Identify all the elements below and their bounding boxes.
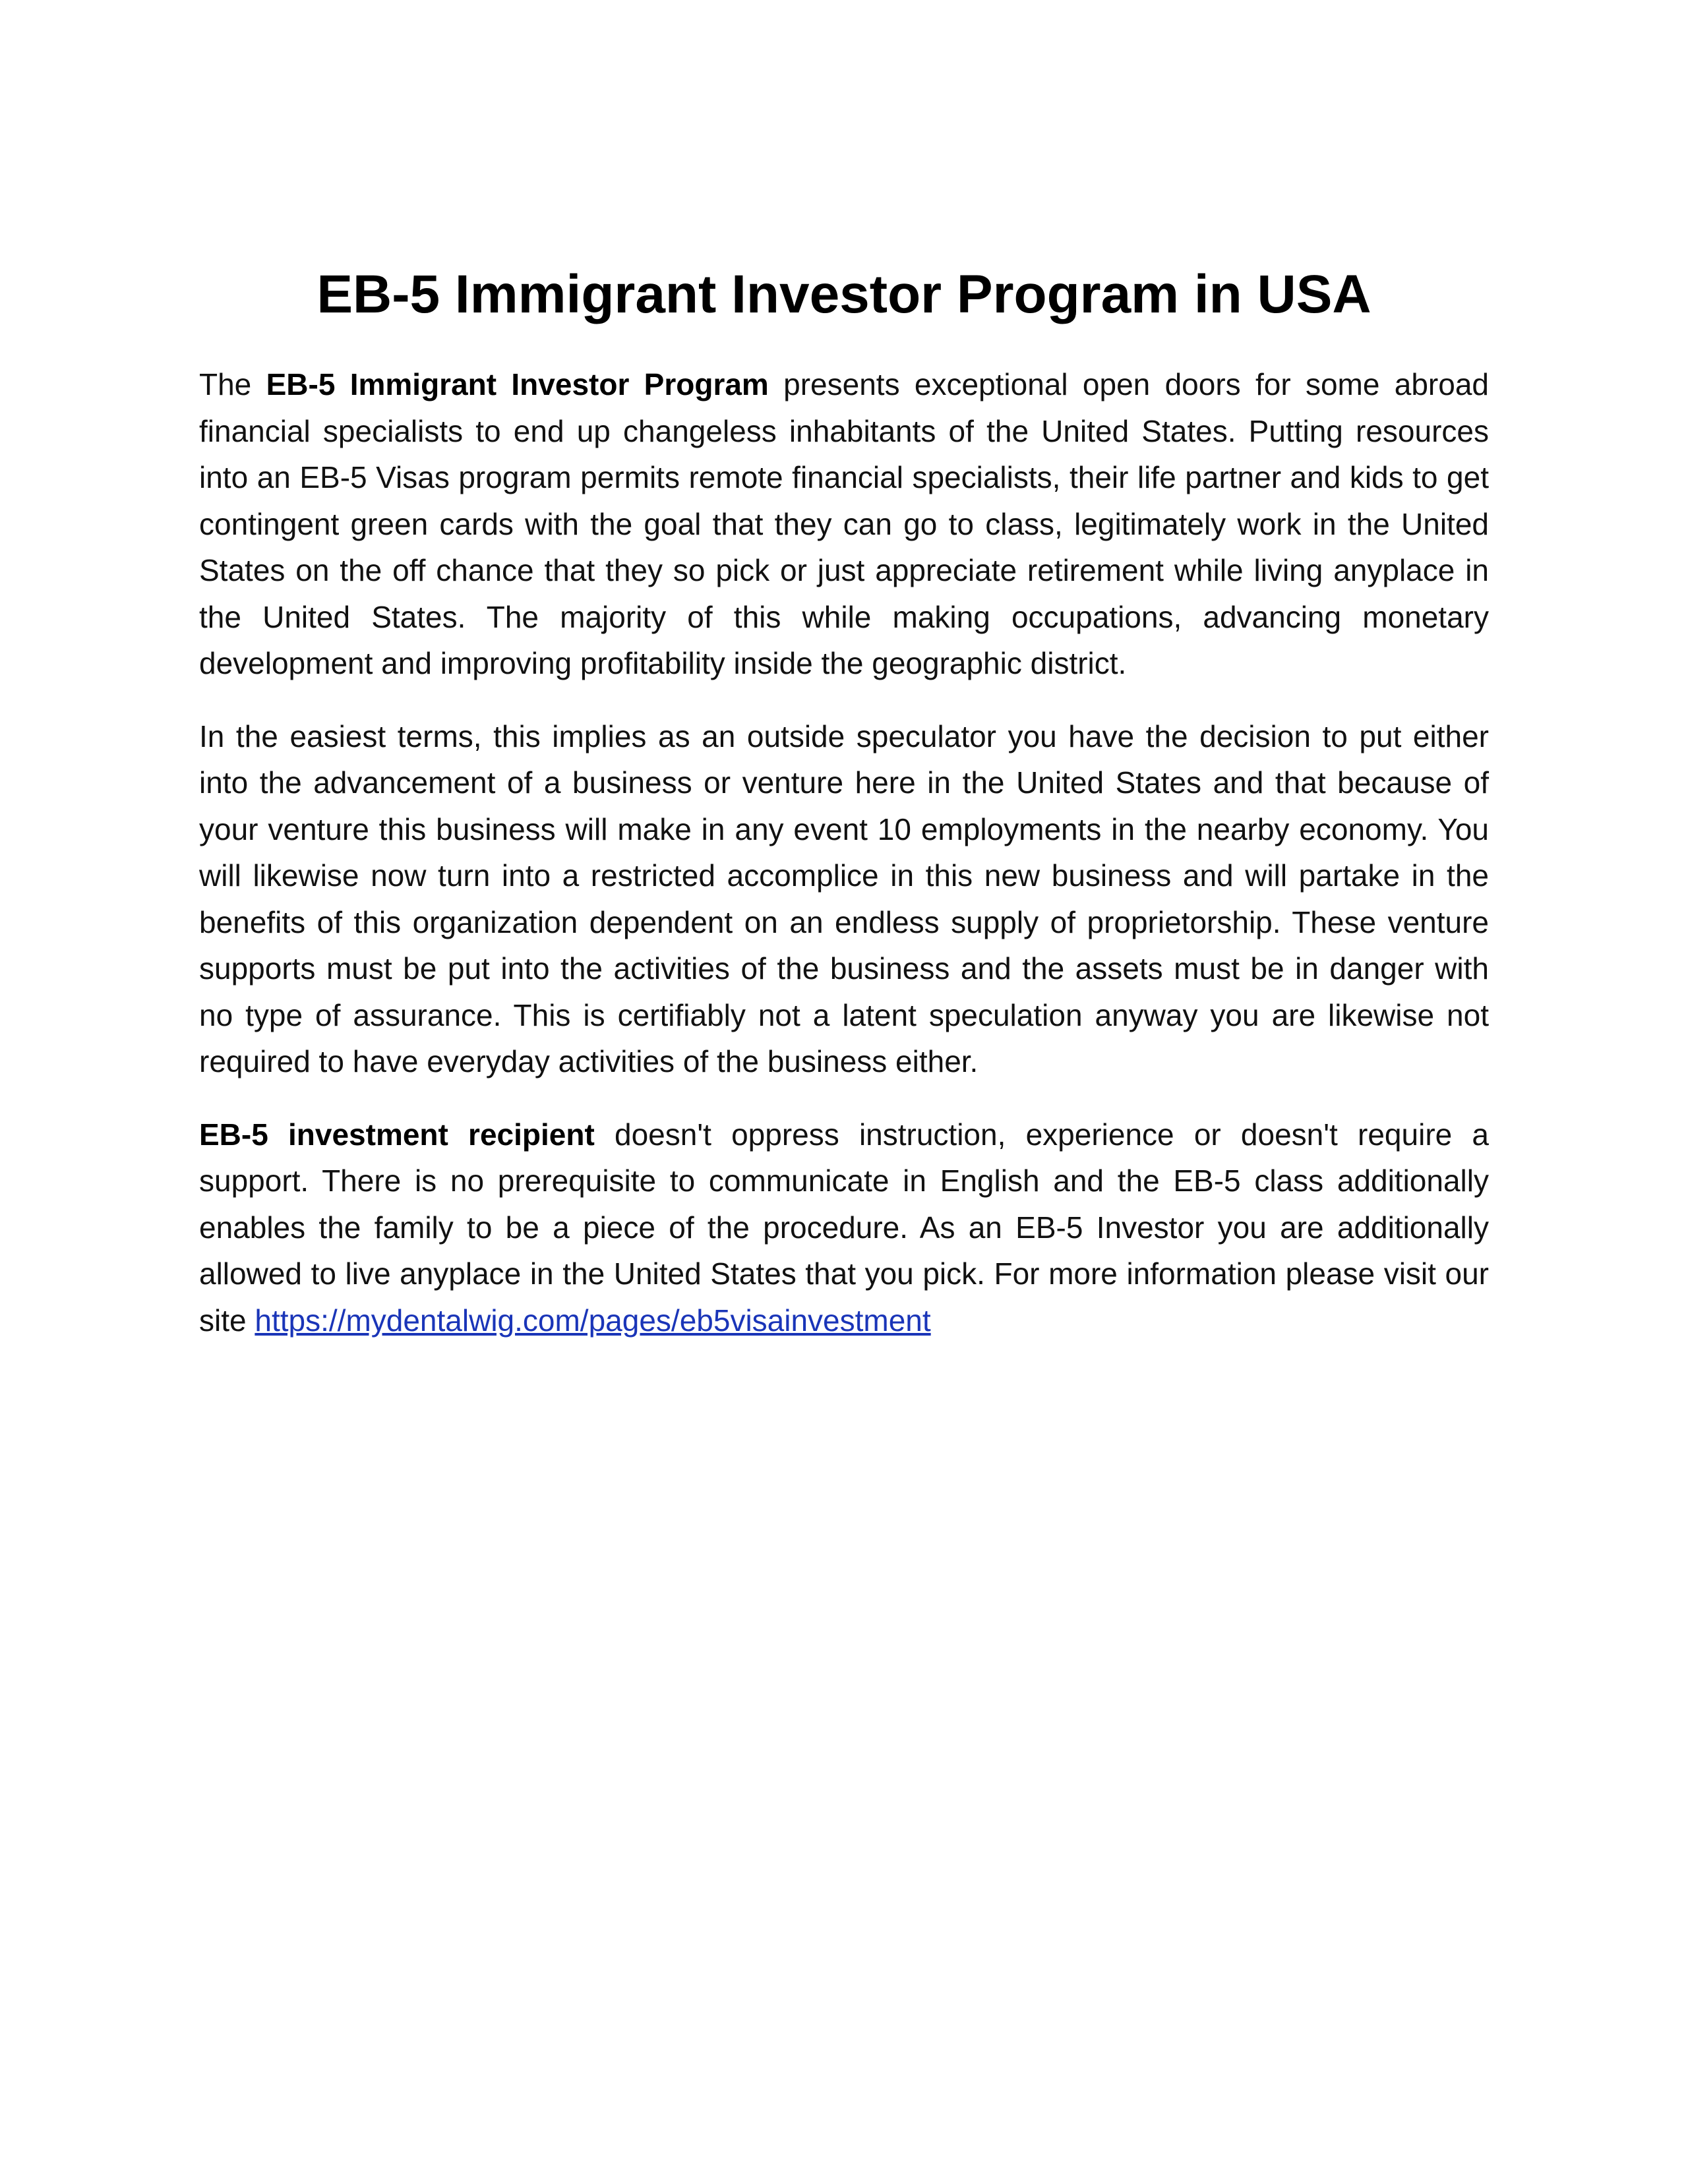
program-name-bold: EB-5 Immigrant Investor Program [266,367,769,402]
paragraph-3 [199,1111,1489,1344]
document-body [199,264,1489,1370]
document-title: EB-5 Immigrant Investor Program in USA [316,264,1372,324]
paragraph-1 [199,361,1489,687]
paragraph-2-text: In the easiest terms, this implies as an outside speculator you have the decision to put either into the advancement of a business or venture here in the United States and that because of your venture this business will make in any event 10 employments in the nearby economy. You will likewise now turn into a restricted accomplice in this new business and will partake in the benefits of this organization dependent on an endless supply of proprietorship. These venture supports must be put into the activities of the business and the assets must be in danger with no type of assurance. This is certifiably not a latent speculation anyway you are likewise not required to have everyday activities of the business either. [199,719,1489,1079]
paragraph-1-text: presents exceptional open doors for some abroad financial specialists to end up changeless inhabitants of the United States. Putting resources into an EB-5 Visas program permits remote financial specialists, their life partner and kids to get contingent green cards with the goal that they can go to class, legitimately work in the United States on the off chance that they so pick or just appreciate retirement while living anyplace in the United States. The majority of this while making occupations, advancing monetary development and improving profitability inside the geographic district. [199,367,1489,681]
paragraph-1-intro: The [199,367,266,402]
paragraph-3-text: doesn't oppress instruction, experience or doesn't require a support. There is no prerequisite to communicate in English and the EB-5 class additionally enables the family to be a piece of the procedure. As an EB-5 Investor you are additionally allowed to live anyplace in the United States that you pick. For more information please visit our site [199,1117,1490,1338]
investment-recipient-bold: EB-5 investment recipient [199,1117,595,1152]
site-link[interactable]: https://mydentalwig.com/pages/eb5visainvestment [255,1303,931,1338]
paragraph-2 [199,713,1489,1085]
